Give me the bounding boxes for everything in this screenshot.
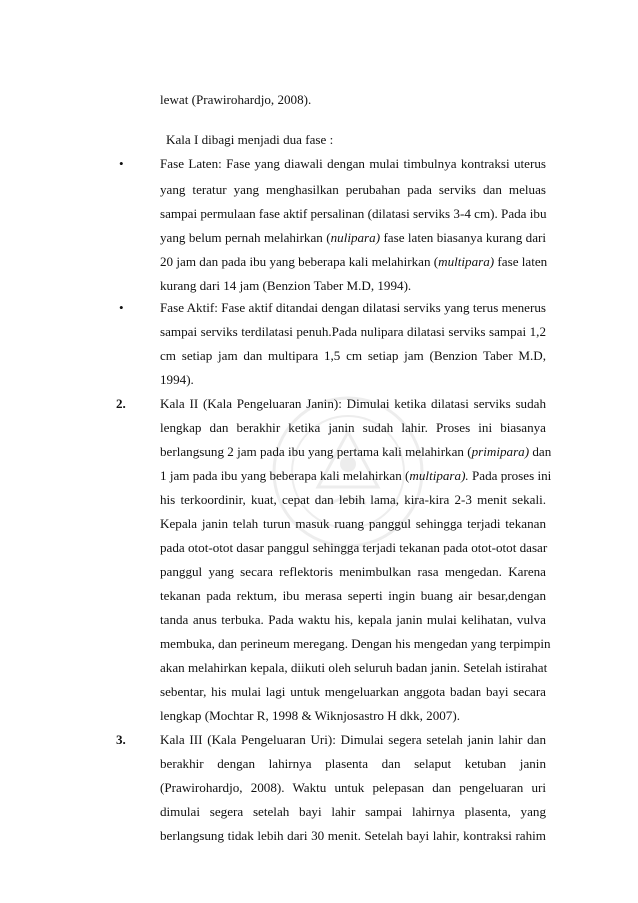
kala2-text: berlangsung 2 jam pada ibu yang pertama kali melahirkan (: [160, 444, 472, 459]
kala2-line: pada otot-otot dasar panggul sehingga terjadi tekanan pada otot-otot dasar: [160, 540, 548, 555]
fase-aktif-line: sampai serviks terdilatasi penuh.Pada nulipara dilatasi serviks sampai 1,2: [160, 324, 546, 339]
kala3-number: 3.: [116, 732, 126, 747]
kala2-line: tanda anus terbuka. Pada waktu his, kepala janin mulai kelihatan, vulva: [160, 612, 546, 627]
fase-aktif-line: Fase Aktif: Fase aktif ditandai dengan dilatasi serviks yang terus menerus: [160, 300, 546, 315]
multipara-term: multipara).: [409, 468, 469, 483]
fase-aktif-line: 1994).: [160, 372, 194, 387]
kala2-line: sebentar, his mulai lagi untuk mengeluarkan anggota badan bayi secara: [160, 684, 546, 699]
fase-laten-line: [160, 254, 546, 270]
kala2-line: membuka, dan perineum meregang. Dengan his mengedan yang terpimpin: [160, 636, 551, 651]
kala2-line: lengkap dan berakhir ketika janin sudah lahir. Proses ini biasanya: [160, 420, 546, 435]
kala2-line: [160, 444, 552, 460]
fase-laten-line: yang teratur yang menghasilkan perubahan pada serviks dan meluas: [160, 182, 546, 197]
fase-laten-text: fase laten biasanya kurang dari: [380, 230, 547, 245]
kala2-line: his terkoordinir, kuat, cepat dan lebih lama, kira-kira 2-3 menit sekali.: [160, 492, 546, 507]
nulipara-term: nulipara): [330, 230, 381, 245]
kala2-line: Kepala janin telah turun masuk ruang panggul sehingga terjadi tekanan: [160, 516, 546, 531]
bullet-fase-aktif: •: [119, 300, 124, 315]
kala2-line: lengkap (Mochtar R, 1998 & Wiknjosastro H dkk, 2007).: [160, 708, 460, 723]
fase-laten-line: [160, 230, 546, 246]
fase-aktif-line: cm setiap jam dan multipara 1,5 cm setiap jam (Benzion Taber M.D,: [160, 348, 546, 363]
kala1-intro-text: Kala I dibagi menjadi dua fase :: [166, 132, 334, 147]
kala2-text: 1 jam pada ibu yang beberapa kali melahirkan (: [160, 468, 410, 483]
kala3-line: (Prawirohardjo, 2008). Waktu untuk pelepasan dan pengeluaran uri: [160, 780, 546, 795]
intro-tail-text: lewat (Prawirohardjo, 2008).: [160, 92, 312, 107]
fase-laten-line: kurang dari 14 jam (Benzion Taber M.D, 1994).: [160, 278, 412, 293]
primipara-term: primipara): [471, 444, 530, 459]
kala3-line: berlangsung tidak lebih dari 30 menit. Setelah bayi lahir, kontraksi rahim: [160, 828, 546, 843]
bullet-fase-laten: •: [119, 156, 124, 171]
fase-laten-line: sampai permulaan fase aktif persalinan (dilatasi serviks 3-4 cm). Pada ibu: [160, 206, 547, 221]
kala2-number: 2.: [116, 396, 126, 411]
kala3-line: berakhir dengan lahirnya plasenta dan selaput ketuban janin: [160, 756, 546, 771]
fase-laten-text: 20 jam dan pada ibu yang beberapa kali melahirkan (: [160, 254, 439, 269]
kala2-text: Pada proses ini: [468, 468, 552, 483]
kala2-line: tekanan pada rektum, ibu merasa seperti ingin buang air besar,dengan: [160, 588, 546, 603]
kala2-line: [160, 468, 552, 484]
kala2-line: Kala II (Kala Pengeluaran Janin): Dimulai ketika dilatasi serviks sudah: [160, 396, 546, 411]
fase-laten-text: yang belum pernah melahirkan (: [160, 230, 331, 245]
kala2-line: panggul yang secara reflektoris menimbulkan rasa mengedan. Karena: [160, 564, 546, 579]
kala3-line: Kala III (Kala Pengeluaran Uri): Dimulai segera setelah janin lahir dan: [160, 732, 546, 747]
kala2-line: akan melahirkan kepala, diikuti oleh seluruh badan janin. Setelah istirahat: [160, 660, 548, 675]
fase-laten-line: Fase Laten: Fase yang diawali dengan mulai timbulnya kontraksi uterus: [160, 156, 546, 171]
kala2-text: dan: [529, 444, 552, 459]
fase-laten-text: fase laten: [494, 254, 548, 269]
kala3-line: dimulai segera setelah bayi lahir sampai lahirnya plasenta, yang: [160, 804, 546, 819]
multipara-term: multipara): [438, 254, 495, 269]
